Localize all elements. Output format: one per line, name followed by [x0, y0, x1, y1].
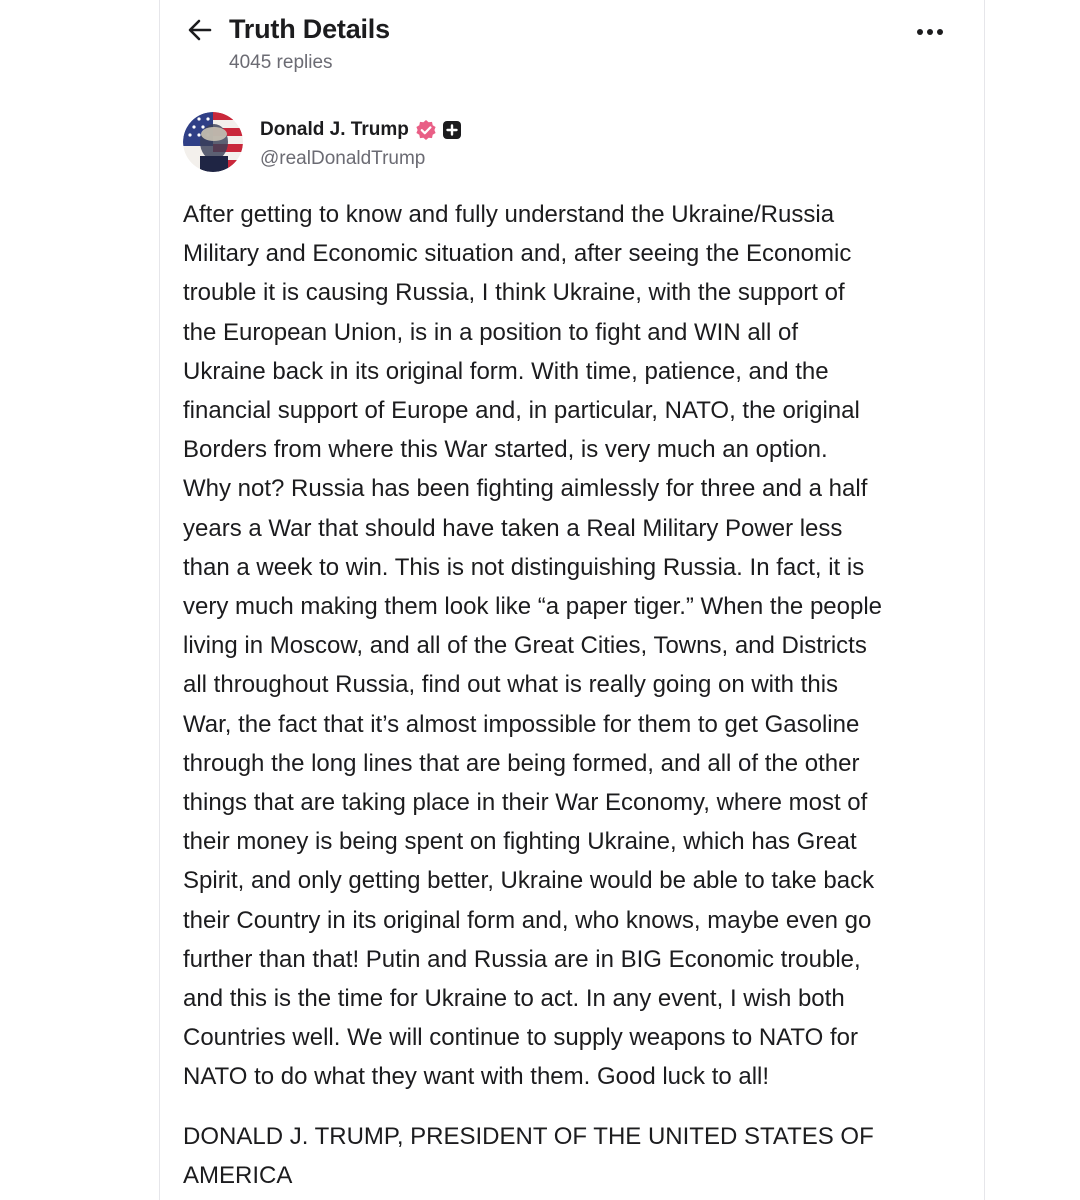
more-options-button[interactable] [912, 18, 948, 46]
content-column [159, 0, 985, 1200]
post-body: After getting to know and fully understand the Ukraine/Russia Military and Economic situation and, after seeing the Economic trouble it is causing Russia, I think Ukraine, with the support of the European Union, is in a position to fight and WIN all of Ukraine back in its original form. With time, patience, and the financial support of Europe and, in particular, NATO, the original Borders from where this War started, is very much an option. Why not? Russia has been fighting aimlessly for three and a half years a War that should have taken a Real Military Power less than a week to win. This is not distinguishing Russia. In fact, it is very much making them look like “a paper tiger.” When the people living in Moscow, and all of the Great Cities, Towns, and Districts all throughout Russia, find out what is really going on with this War, the fact that it’s almost impossible for them to get Gasoline through the long lines that are being formed, and all of the other things that are taking place in their War Economy, where most of their money is being spent on fighting Ukraine, which has Great Spirit, and only getting better, Ukraine would be able to take back their Country in its original form and, who knows, maybe even go further than that! Putin and Russia are in BIG Economic trouble, and this is the time for Ukraine to act. In any event, I wish both Countries well. We will continue to supply weapons to NATO for NATO to do what they want with them. Good luck to all! [183, 201, 883, 1091]
avatar[interactable] [183, 112, 243, 172]
author-name-row [260, 116, 462, 144]
reply-count: 4045 replies [229, 52, 333, 73]
author-block [183, 112, 943, 174]
arrow-left-icon [186, 16, 214, 44]
author-name[interactable]: Donald J. Trump [260, 119, 409, 140]
page-title: Truth Details [229, 14, 390, 44]
avatar-image [183, 112, 243, 172]
page-header [160, 0, 984, 90]
verified-badge-icon [415, 119, 437, 141]
post-signature: DONALD J. TRUMP, PRESIDENT OF THE UNITED STATES OF AMERICA [183, 1123, 874, 1190]
more-horizontal-icon [915, 27, 945, 37]
plus-badge-icon [442, 120, 462, 140]
back-button[interactable] [184, 14, 216, 46]
author-handle[interactable]: @realDonaldTrump [260, 148, 426, 169]
